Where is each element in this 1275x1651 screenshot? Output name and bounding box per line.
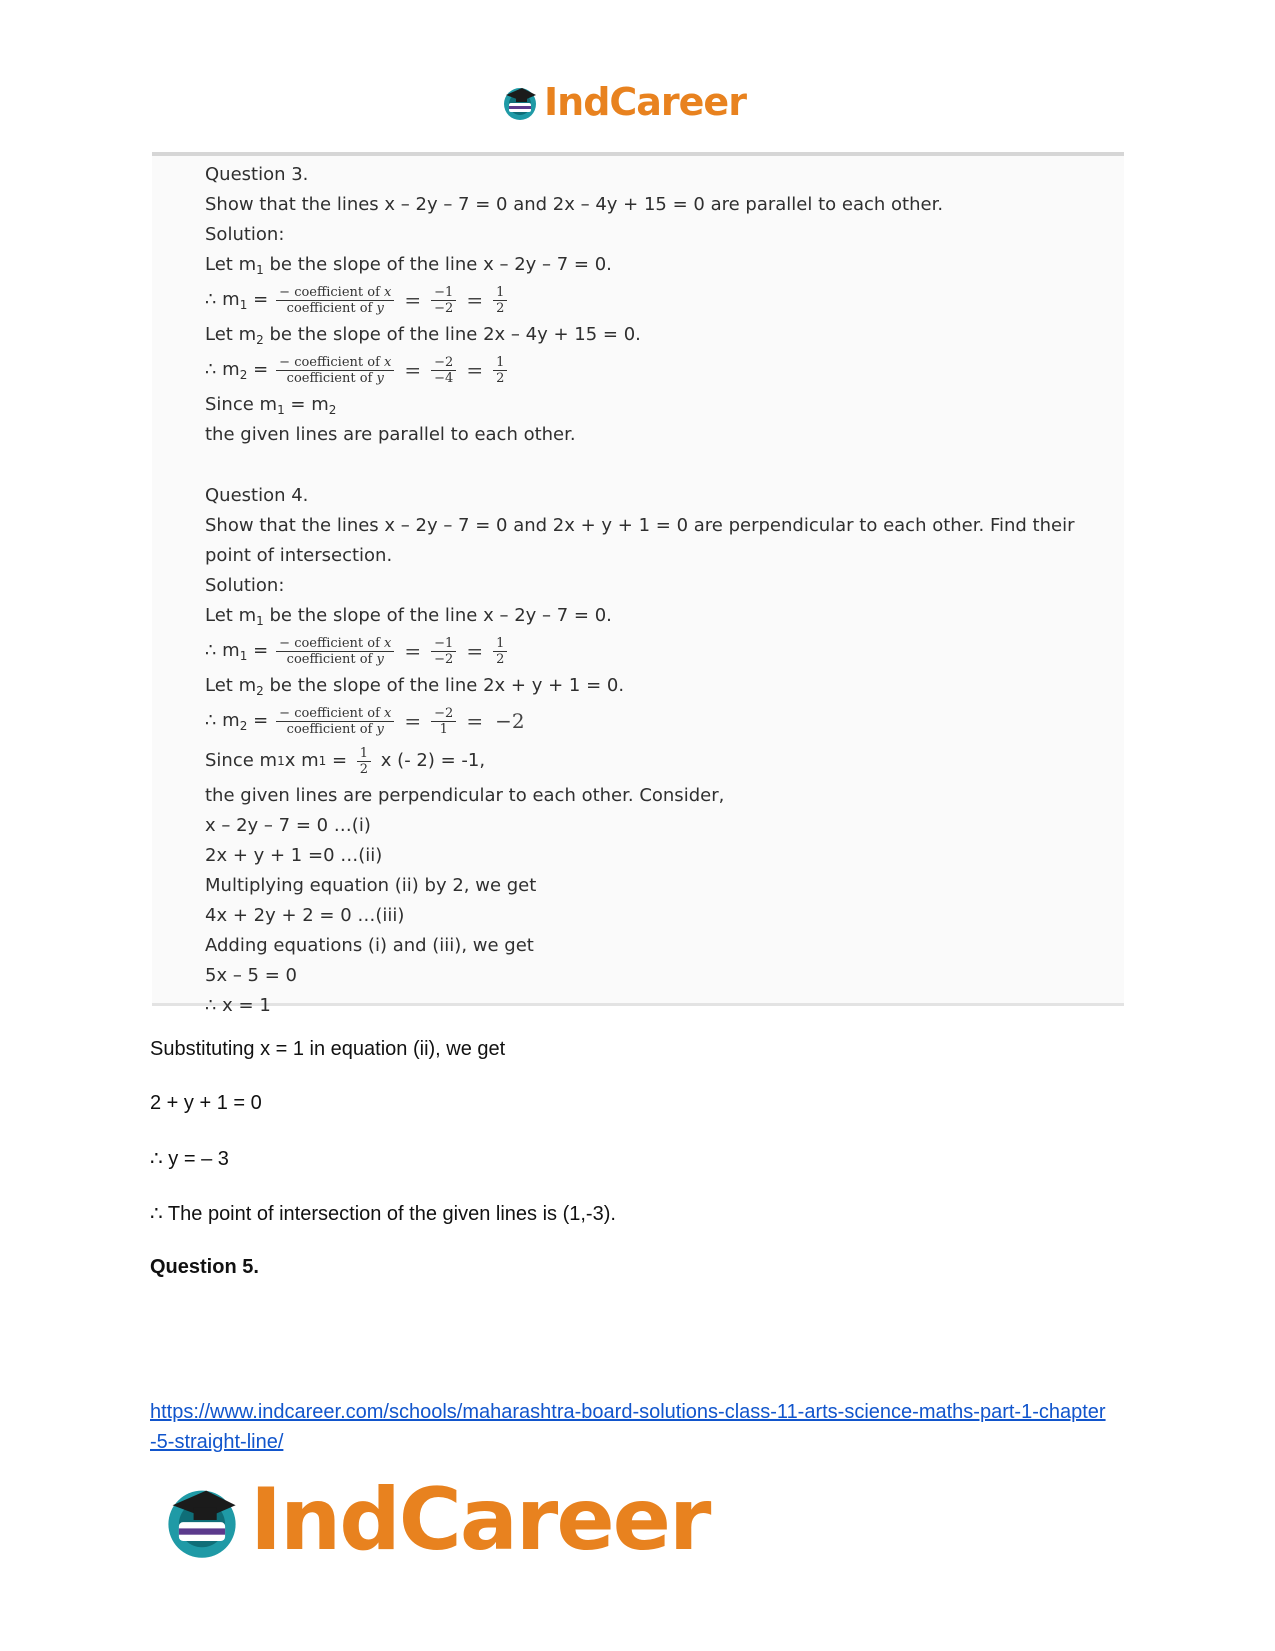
- q4-line1: Let $m_1$ be the slope of the line x – 2y – 7 = 0.: [205, 605, 612, 628]
- q3-m1-formula: ∴ $m_1$ = $\frac{\text{− coefficient of x}}{\text{coefficient of y}}$ = $\frac{-1}{-2}$ = $\frac{1}{2}$: [205, 280, 1104, 320]
- fraction: $\frac{1}{2}$: [357, 746, 371, 777]
- q4-eq2: 2x + y + 1 =0 …(ii): [205, 845, 383, 866]
- coefficient-fraction: $\frac{\text{− coefficient of x}}{\text{coefficient of y}}$: [276, 355, 394, 386]
- q4-line2: Let $m_2$ be the slope of the line 2x + y + 1 = 0.: [205, 675, 625, 698]
- question-5-heading: Question 5.: [150, 1256, 259, 1278]
- q4-eq4: 5x – 5 = 0: [205, 965, 297, 986]
- fraction: $\frac{1}{2}$: [493, 355, 507, 386]
- fraction: $\frac{-1}{-2}$: [431, 636, 456, 667]
- graduation-cap-globe-icon: [500, 82, 540, 122]
- q3-line1: Let $m_1$ be the slope of the line x – 2y – 7 = 0.: [205, 254, 612, 277]
- solution-screenshot: [152, 152, 1124, 1016]
- fraction: $\frac{-2}{-4}$: [431, 355, 456, 386]
- q4-title: Question 4.: [205, 485, 309, 506]
- header-logo-text: IndCareer: [544, 80, 746, 124]
- fraction: $\frac{-1}{-2}$: [431, 285, 456, 316]
- result-value: −2: [495, 709, 525, 733]
- q3-since: Since $m_1 = m_2$: [205, 394, 337, 417]
- q3-solution-label: Solution:: [205, 224, 285, 245]
- q4-m2-formula: ∴ $m_2$ = $\frac{\text{− coefficient of x}}{\text{coefficient of y}}$ = $\frac{-2}{1}$ = −2: [205, 701, 1104, 741]
- fraction: $\frac{1}{2}$: [493, 285, 507, 316]
- fraction: $\frac{-2}{1}$: [431, 706, 456, 737]
- q3-line2: Let $m_2$ be the slope of the line 2x – 4y + 15 = 0.: [205, 324, 641, 347]
- coefficient-fraction: $\frac{\text{− coefficient of x}}{\text{coefficient of y}}$: [276, 285, 394, 316]
- q3-m2-formula: ∴ $m_2$ = $\frac{\text{− coefficient of x}}{\text{coefficient of y}}$ = $\frac{-2}{-4}$ = $\frac{1}{2}$: [205, 350, 1104, 390]
- source-link[interactable]: https://www.indcareer.com/schools/maharashtra-board-solutions-class-11-arts-science-maths-part-1-chapter-5-straight-line/: [150, 1401, 1106, 1453]
- footer-logo: [160, 1470, 709, 1570]
- coefficient-fraction: $\frac{\text{− coefficient of x}}{\text{coefficient of y}}$: [276, 706, 394, 737]
- q4-multiply: Multiplying equation (ii) by 2, we get: [205, 875, 537, 896]
- q3-title: Question 3.: [205, 164, 309, 185]
- graduation-cap-globe-icon: [160, 1478, 244, 1562]
- q3-text: Show that the lines x – 2y – 7 = 0 and 2x – 4y + 15 = 0 are parallel to each other.: [205, 194, 944, 215]
- q4-add: Adding equations (i) and (iii), we get: [205, 935, 534, 956]
- paragraph-y-value: ∴ y = – 3: [150, 1148, 229, 1170]
- paragraph-equation: 2 + y + 1 = 0: [150, 1092, 262, 1114]
- q4-x-value: ∴ x = 1: [205, 995, 271, 1016]
- q4-m1-formula: ∴ $m_1$ = $\frac{\text{− coefficient of x}}{\text{coefficient of y}}$ = $\frac{-1}{-2}$ = $\frac{1}{2}$: [205, 631, 1104, 671]
- q4-eq1: x – 2y – 7 = 0 …(i): [205, 815, 371, 836]
- paragraph-intersection: ∴ The point of intersection of the given lines is (1,-3).: [150, 1203, 616, 1225]
- q4-since: Since m 1 x m 1 = $\frac{1}{2}$ x (- 2) = -1,: [205, 745, 486, 777]
- fraction: $\frac{1}{2}$: [493, 636, 507, 667]
- q4-conclusion: the given lines are perpendicular to each other. Consider,: [205, 785, 725, 806]
- q4-solution-label: Solution:: [205, 575, 285, 596]
- q3-conclusion: the given lines are parallel to each other.: [205, 424, 576, 445]
- header-logo: [500, 80, 746, 124]
- q4-eq3: 4x + 2y + 2 = 0 …(iii): [205, 905, 405, 926]
- footer-logo-text: IndCareer: [250, 1470, 710, 1570]
- q4-text: Show that the lines x – 2y – 7 = 0 and 2x + y + 1 = 0 are perpendicular to each other. Find their point of intersection.: [205, 515, 1075, 566]
- paragraph-substituting: Substituting x = 1 in equation (ii), we get: [150, 1038, 506, 1060]
- coefficient-fraction: $\frac{\text{− coefficient of x}}{\text{coefficient of y}}$: [276, 636, 394, 667]
